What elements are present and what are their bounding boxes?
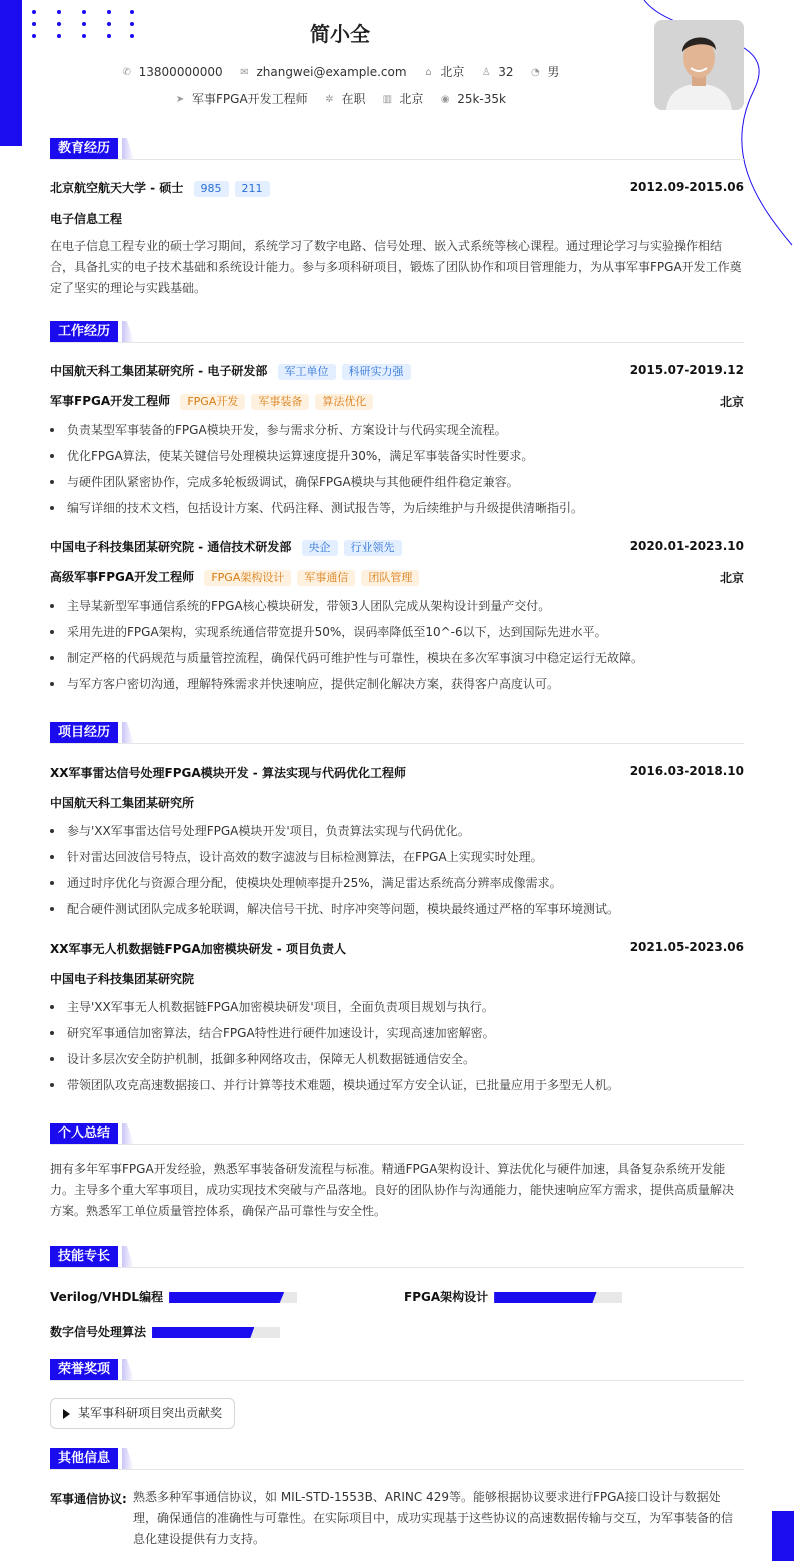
list-item: 采用先进的FPGA架构，实现系统通信带宽提升50%，误码率降低至10^-6以下，达到国际先进水平。 xyxy=(50,622,744,648)
project-org: 中国航天科工集团某研究所 xyxy=(50,796,195,810)
education-description: 在电子信息工程专业的硕士学习期间，系统学习了数字电路、信号处理、嵌入式系统等核心课程。通过理论学习与实验操作相结合，具备扎实的电子技术基础和系统设计能力。参与多项科研项目，锻炼了团队协作和项目管理能力，为从事军事FPGA开发工作奠定了坚实的理论与实践基础。 xyxy=(50,239,742,295)
list-item: 与军方客户密切沟通，理解特殊需求并快速响应，提供定制化解决方案，获得客户高度认可。 xyxy=(50,674,744,700)
project-date: 2021.05-2023.06 xyxy=(629,940,744,954)
list-item: 针对雷达回波信号特点，设计高效的数字滤波与目标检测算法，在FPGA上实现实时处理。 xyxy=(50,847,744,873)
company-tag: 行业领先 xyxy=(344,540,402,556)
contact-phone: ✆ 13800000000 xyxy=(122,65,223,79)
section-header-work: 工作经历 xyxy=(50,321,744,343)
play-triangle-icon xyxy=(63,1409,70,1419)
list-item: 带领团队攻克高速数据接口、并行计算等技术难题，模块通过军方安全认证，已批量应用于多型无人机。 xyxy=(50,1075,744,1101)
work-company: 中国航天科工集团某研究所 - 电子研发部 军工单位 科研实力强 xyxy=(50,362,411,380)
work-location: 北京 xyxy=(719,571,744,585)
status-icon: ✲ xyxy=(325,93,334,105)
project-details xyxy=(50,821,744,925)
list-item: 研究军事通信加密算法，结合FPGA特性进行硬件加速设计，实现高速加密解密。 xyxy=(50,1023,744,1049)
education-tag: 211 xyxy=(235,181,270,197)
work-responsibilities xyxy=(50,420,744,524)
work-role: 高级军事FPGA开发工程师 FPGA架构设计 军事通信 团队管理 xyxy=(50,568,419,586)
education-major: 电子信息工程 xyxy=(50,212,123,226)
list-item: 配合硬件测试团队完成多轮联调，解决信号干扰、时序冲突等问题，模块最终通过严格的军事环境测试。 xyxy=(50,899,744,925)
mail-icon: ✉ xyxy=(240,66,249,78)
contact-gender: ◔ 男 xyxy=(530,65,560,79)
work-role: 军事FPGA开发工程师 FPGA开发 军事装备 算法优化 xyxy=(50,392,373,410)
contact-city: ⌂ 北京 xyxy=(422,63,464,80)
contact-target-city: ▥ 北京 xyxy=(382,92,424,106)
skill-tag: FPGA架构设计 xyxy=(204,570,291,586)
skill-tag: 军事装备 xyxy=(251,394,309,410)
home-icon: ⌂ xyxy=(425,66,432,78)
skill-item: Verilog/VHDL编程 xyxy=(50,1288,297,1305)
list-item: 与硬件团队紧密协作，完成多轮板级调试，确保FPGA模块与其他硬件组件稳定兼容。 xyxy=(50,472,744,498)
list-item: 参与'XX军事雷达信号处理FPGA模块开发'项目，负责算法实现与代码优化。 xyxy=(50,821,744,847)
other-info-label: 军事通信协议: xyxy=(50,1492,127,1506)
section-header-summary: 个人总结 xyxy=(50,1123,744,1145)
contact-row-secondary xyxy=(0,90,680,107)
skill-tag: 算法优化 xyxy=(315,394,373,410)
salary-icon: ◉ xyxy=(440,93,450,105)
list-item: 负责某型军事装备的FPGA模块开发，参与需求分析、方案设计与代码实现全流程。 xyxy=(50,420,744,446)
skill-tag: FPGA开发 xyxy=(180,394,245,410)
send-icon: ➤ xyxy=(175,93,185,105)
section-header-honors: 荣誉奖项 xyxy=(50,1359,744,1381)
project-org: 中国电子科技集团某研究院 xyxy=(50,972,195,986)
work-responsibilities xyxy=(50,596,744,700)
honor-item[interactable]: 某军事科研项目突出贡献奖 xyxy=(50,1398,235,1429)
bottom-right-accent-bar xyxy=(772,1511,794,1561)
skill-level-bar xyxy=(169,1292,297,1303)
contact-status: ✲ 在职 xyxy=(325,92,366,106)
other-info-text: 熟悉多种军事通信协议，如 MIL-STD-1553B、ARINC 429等。能够根据协议要求进行FPGA接口设计与数据处理，确保通信的准确性与可靠性。在实际项目中，成功实现基于这些协议的高速数据传输与交互，为军事装备的信息化建设提供有力支持。 xyxy=(133,1490,734,1546)
work-date: 2020.01-2023.10 xyxy=(629,539,744,553)
contact-salary: ◉ 25k-35k xyxy=(440,92,506,106)
project-title: XX军事雷达信号处理FPGA模块开发 - 算法实现与代码优化工程师 xyxy=(50,766,406,780)
skill-level-bar xyxy=(494,1292,622,1303)
project-title: XX军事无人机数据链FPGA加密模块研发 - 项目负责人 xyxy=(50,942,346,956)
list-item: 主导'XX军事无人机数据链FPGA加密模块研发'项目，全面负责项目规划与执行。 xyxy=(50,997,744,1023)
section-header-education: 教育经历 xyxy=(50,138,744,160)
candidate-name: 简小全 xyxy=(310,22,370,46)
age-icon: ♙ xyxy=(481,66,491,78)
work-location: 北京 xyxy=(719,395,744,409)
list-item: 主导某新型军事通信系统的FPGA核心模块研发，带领3人团队完成从架构设计到量产交付。 xyxy=(50,596,744,622)
section-header-skills: 技能专长 xyxy=(50,1246,744,1268)
section-header-other: 其他信息 xyxy=(50,1448,744,1470)
work-company: 中国电子科技集团某研究院 - 通信技术研发部 央企 行业领先 xyxy=(50,538,402,556)
contact-email[interactable]: ✉ zhangwei@example.com xyxy=(240,65,407,79)
contact-row-primary xyxy=(0,63,680,80)
education-school: 北京航空航天大学 - 硕士 985 211 xyxy=(50,179,270,197)
project-details xyxy=(50,997,744,1101)
contact-age: ♙ 32 xyxy=(481,65,514,79)
section-header-projects: 项目经历 xyxy=(50,722,744,744)
education-date: 2012.09-2015.06 xyxy=(629,180,744,194)
list-item: 通过时序优化与资源合理分配，使模块处理帧率提升25%，满足雷达系统高分辨率成像需求。 xyxy=(50,873,744,899)
building-icon: ▥ xyxy=(382,93,393,105)
list-item: 优化FPGA算法，使某关键信号处理模块运算速度提升30%，满足军事装备实时性要求。 xyxy=(50,446,744,472)
skill-item: FPGA架构设计 xyxy=(404,1288,622,1305)
company-tag: 央企 xyxy=(302,540,338,556)
list-item: 制定严格的代码规范与质量管控流程，确保代码可维护性与可靠性，模块在多次军事演习中稳定运行无故障。 xyxy=(50,648,744,674)
project-date: 2016.03-2018.10 xyxy=(629,764,744,778)
list-item: 设计多层次安全防护机制，抵御多种网络攻击，保障无人机数据链通信安全。 xyxy=(50,1049,744,1075)
gender-icon: ◔ xyxy=(530,66,540,78)
skill-level-bar xyxy=(152,1327,280,1338)
skill-item: 数字信号处理算法 xyxy=(50,1323,280,1340)
skill-tag: 团队管理 xyxy=(361,570,419,586)
company-tag: 军工单位 xyxy=(278,364,336,380)
company-tag: 科研实力强 xyxy=(342,364,411,380)
phone-icon: ✆ xyxy=(122,66,131,78)
skill-tag: 军事通信 xyxy=(297,570,355,586)
contact-position: ➤ 军事FPGA开发工程师 xyxy=(175,92,308,106)
avatar xyxy=(654,20,744,110)
list-item: 编写详细的技术文档，包括设计方案、代码注释、测试报告等，为后续维护与升级提供清晰指引。 xyxy=(50,498,744,524)
summary-text: 拥有多年军事FPGA开发经验，熟悉军事装备研发流程与标准。精通FPGA架构设计、算法优化与硬件加速，具备复杂系统开发能力。主导多个重大军事项目，成功实现技术突破与产品落地。良好的团队协作与沟通能力，能快速响应军方需求，提供高质量解决方案。熟悉军工单位质量管控体系，确保产品可靠性与安全性。 xyxy=(50,1162,735,1218)
education-tag: 985 xyxy=(194,181,229,197)
work-date: 2015.07-2019.12 xyxy=(629,363,744,377)
